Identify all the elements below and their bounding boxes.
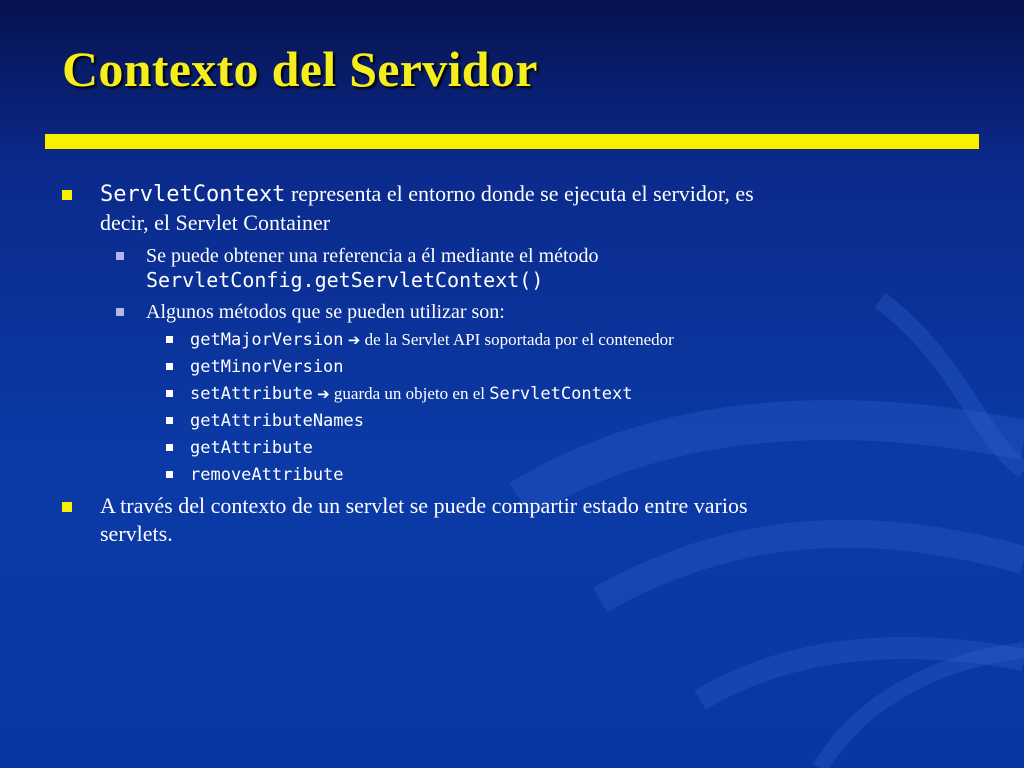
code-text: getAttribute [190,438,313,458]
arrow-icon: ➔ [317,385,330,403]
slide-title: Contexto del Servidor [62,41,538,97]
bullet-item [100,180,980,237]
square-bullet-icon [166,444,173,451]
bullet-text: A través del contexto de un servlet se puede compartir estado entre varios [100,493,748,518]
code-text: getAttributeNames [190,411,364,431]
code-text: removeAttribute [190,465,344,485]
square-bullet-icon [166,390,173,397]
method-description: guarda un objeto en el [333,384,485,403]
square-bullet-icon [166,471,173,478]
sub-bullet-item [146,300,946,324]
method-item [190,434,970,462]
sub-bullet-text: Se puede obtener una referencia a él mediante el método [146,245,599,267]
method-item [190,353,970,381]
code-text: ServletConfig.getServletContext() [146,268,544,292]
sub-bullet-item [146,244,946,293]
bullet-text-line2: decir, el Servlet Container [100,210,331,235]
square-bullet-icon [166,336,173,343]
square-bullet-icon [166,417,173,424]
square-bullet-icon [116,308,124,316]
square-bullet-icon [116,252,124,260]
method-item [190,380,970,408]
code-text: ServletContext [100,182,286,207]
method-description: de la Servlet API soportada por el contenedor [364,330,674,349]
code-text: getMajorVersion [190,330,344,350]
bullet-item [100,492,980,548]
code-text: setAttribute [190,384,313,404]
bullet-text: representa el entorno donde se ejecuta el servidor, es [285,181,754,206]
arrow-icon: ➔ [347,331,361,349]
code-text: ServletContext [489,384,633,404]
bullet-text-line2: servlets. [100,521,173,546]
method-item [190,461,970,489]
square-bullet-icon [62,190,72,200]
sub-bullet-text: Algunos métodos que se pueden utilizar son: [146,301,505,323]
square-bullet-icon [166,363,173,370]
code-text: getMinorVersion [190,357,344,377]
method-item [190,326,970,354]
method-item [190,407,970,435]
title-underline-bar [45,134,979,149]
square-bullet-icon [62,502,72,512]
